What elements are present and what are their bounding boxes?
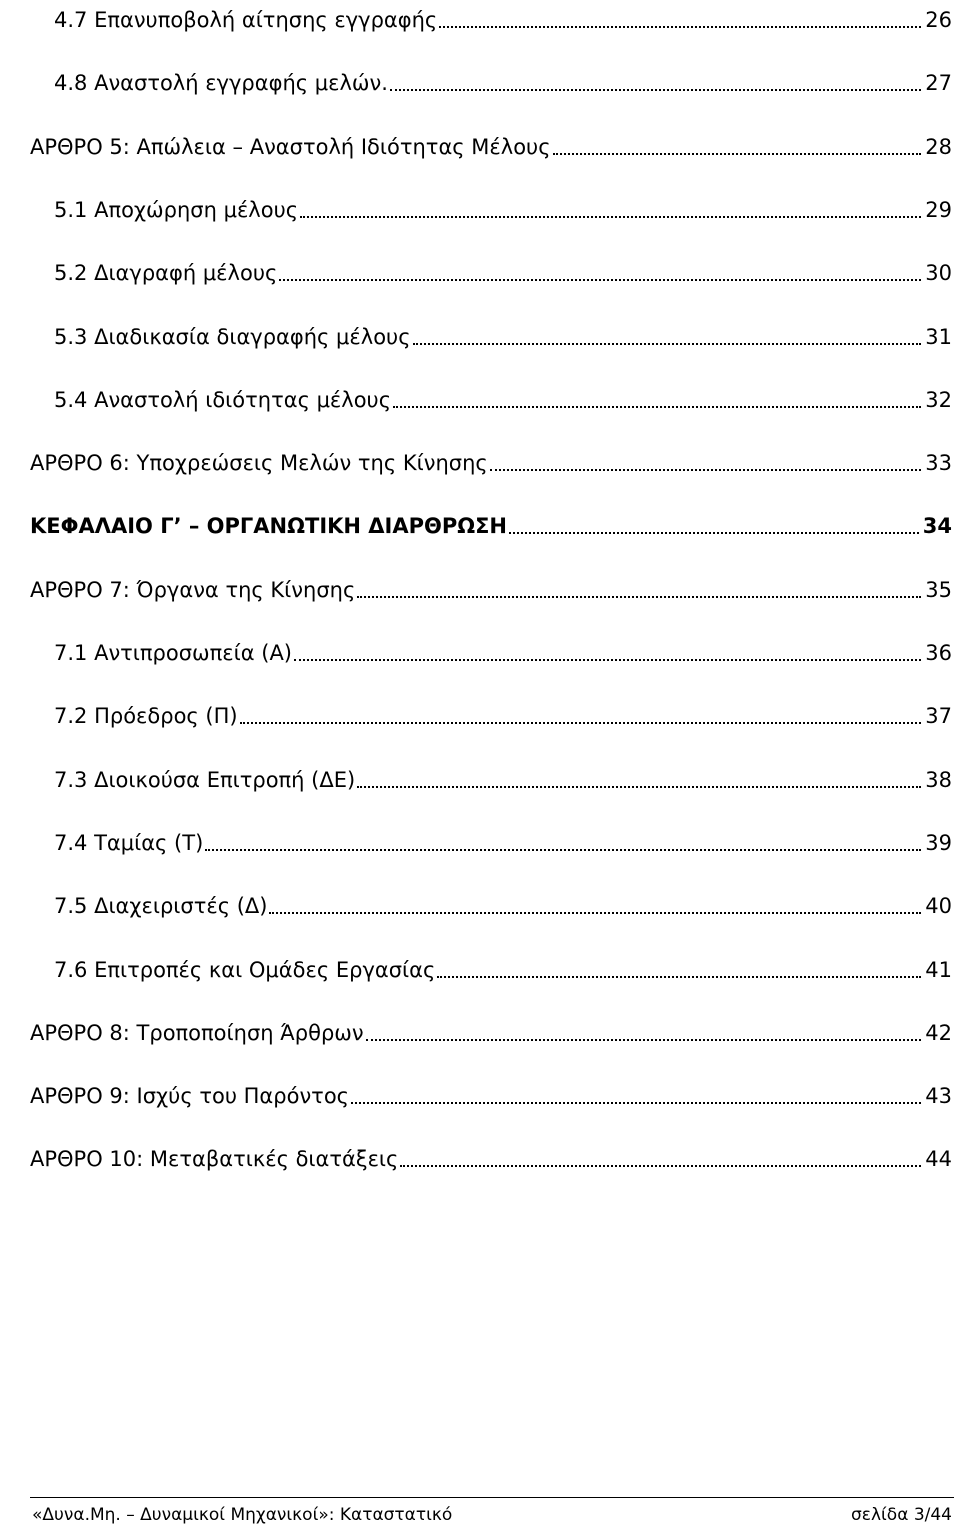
toc-entry[interactable] [30,506,952,540]
toc-entry[interactable] [54,190,952,224]
toc-entry[interactable] [30,1139,952,1173]
toc-entry-page: 34 [922,514,952,539]
toc-entry-title: 5.3 Διαδικασία διαγραφής μέλους [54,324,411,349]
toc-entry-title: 5.4 Αναστολή ιδιότητας μέλους [54,387,392,412]
toc-entry-page: 29 [925,197,952,222]
toc-entry[interactable] [54,317,952,351]
toc-entry-page: 43 [925,1084,952,1109]
toc-entry[interactable] [30,1076,952,1110]
toc-entry[interactable] [54,823,952,857]
toc-entry-page: 40 [925,894,952,919]
toc-entry-title: 7.2 Πρόεδρος (Π) [54,704,238,729]
toc-entry-title: ΑΡΘΡΟ 10: Μεταβατικές διατάξεις [30,1147,399,1172]
toc-dot-leader [393,406,921,408]
toc-dot-leader [279,279,921,281]
toc-entry[interactable] [54,0,952,34]
toc-dot-leader [400,1165,921,1167]
toc-dot-leader [413,343,922,345]
toc-dot-leader [490,469,922,471]
toc-dot-leader [357,596,921,598]
toc-dot-leader [351,1102,921,1104]
toc-entry[interactable] [54,886,952,920]
toc-dot-leader [300,216,921,218]
toc-entry-title: 4.8 Αναστολή εγγραφής μελών. [54,71,388,96]
toc-dot-leader [553,153,922,155]
toc-entry-page: 28 [925,134,952,159]
toc-entry-title: 7.5 Διαχειριστές (Δ) [54,894,268,919]
toc-entry-title: ΑΡΘΡΟ 5: Απώλεια – Αναστολή Ιδιότητας Μέλους [30,134,551,159]
toc-entry-title: 7.6 Επιτροπές και Ομάδες Εργασίας [54,957,436,982]
toc-entry[interactable] [30,127,952,161]
toc-entry-title: ΑΡΘΡΟ 6: Υποχρεώσεις Μελών της Κίνησης [30,451,488,476]
toc-entry-title: 7.3 Διοικούσα Επιτροπή (ΔΕ) [54,767,356,792]
toc-dot-leader [366,1039,922,1041]
toc-entry-title: 5.2 Διαγραφή μέλους [54,261,278,286]
toc-entry-page: 32 [925,387,952,412]
toc-entry[interactable] [30,443,952,477]
toc-dot-leader [437,976,921,978]
toc-entry-title: 7.4 Ταμίας (Τ) [54,830,204,855]
toc-entry-page: 36 [925,641,952,665]
toc-entry-title: ΑΡΘΡΟ 9: Ισχύς του Παρόντος [30,1084,349,1109]
toc-entry[interactable] [54,63,952,97]
toc-entry-page: 44 [925,1147,952,1172]
toc-entry[interactable] [54,950,952,984]
toc-entry-page: 30 [925,261,952,286]
toc-entry-page: 42 [925,1020,952,1045]
toc-entry-page: 38 [925,767,952,792]
toc-dot-leader [240,722,922,724]
toc-entry[interactable] [54,253,952,287]
toc-entry-title: ΑΡΘΡΟ 7: Όργανα της Κίνησης [30,577,356,602]
toc-entry-page: 27 [925,71,952,96]
toc-entry[interactable] [54,696,952,730]
toc-entry-page: 31 [925,324,952,349]
toc-entry-page: 33 [925,451,952,476]
toc-entry[interactable] [30,1013,952,1047]
toc-entry-page: 41 [925,957,952,982]
page-footer [30,1497,954,1528]
toc-entry-title: 5.1 Αποχώρηση μέλους [54,197,299,222]
footer-document-title: «Δυνα.Μη. – Δυναμικοί Μηχανικοί»: Καταστατικό [32,1505,453,1525]
toc-dot-leader [294,659,921,661]
toc-dot-leader [269,912,921,914]
toc-entry-title: 4.7 Επανυποβολή αίτησης εγγραφής [54,8,438,32]
toc-entry[interactable] [54,633,952,667]
toc-dot-leader [357,786,921,788]
toc-entry-page: 35 [925,577,952,602]
footer-page-number: σελίδα 3/44 [851,1505,952,1525]
toc-dot-leader [205,849,921,851]
toc-entry-title: 7.1 Αντιπροσωπεία (Α) [54,641,293,665]
toc-entry-page: 26 [925,8,952,32]
toc-entry-page: 37 [925,704,952,729]
toc-entry[interactable] [54,380,952,414]
toc-entry[interactable] [54,760,952,794]
toc-dot-leader [439,26,921,28]
toc-entry-page: 39 [925,830,952,855]
toc-entry-title: ΚΕΦΑΛΑΙΟ Γ’ – ΟΡΓΑΝΩΤΙΚΗ ΔΙΑΡΘΡΩΣΗ [30,514,508,539]
toc-dot-leader [390,89,921,91]
toc-entry[interactable] [30,570,952,604]
toc-entry-title: ΑΡΘΡΟ 8: Τροποποίηση Άρθρων [30,1020,364,1045]
toc-dot-leader [509,532,919,534]
